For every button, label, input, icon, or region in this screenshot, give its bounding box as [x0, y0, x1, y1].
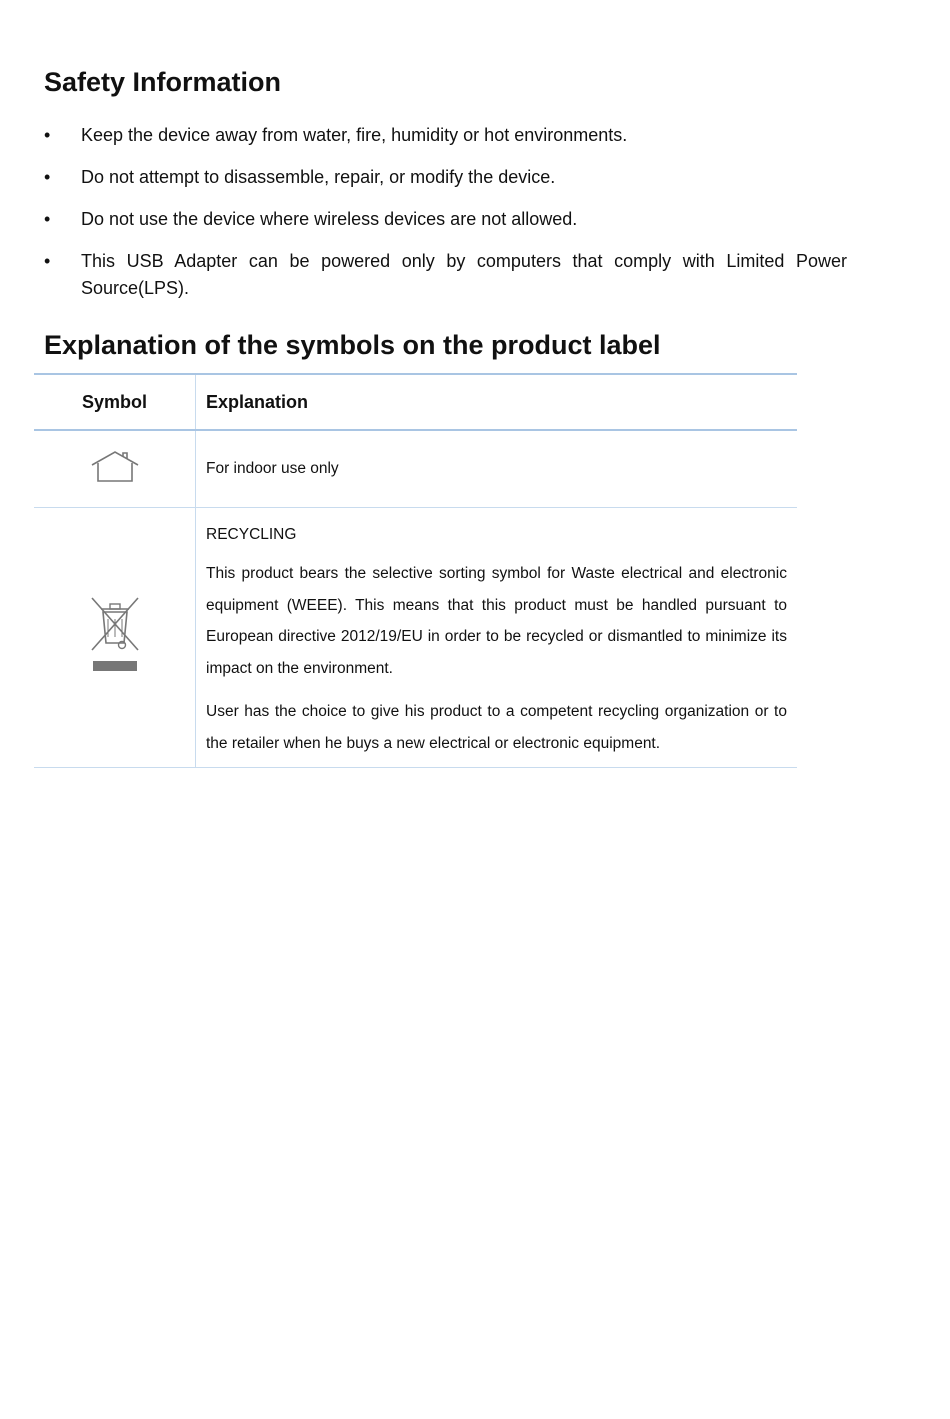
explanation-cell	[196, 430, 798, 508]
safety-item-text: Keep the device away from water, fire, humidity or hot environments.	[81, 125, 628, 145]
bullet-icon: •	[44, 125, 51, 145]
bullet-icon: •	[44, 167, 51, 187]
safety-item-text: This USB Adapter can be powered only by computers that comply with Limited Power Source(LPS).	[81, 251, 847, 298]
safety-heading: Safety Information	[44, 67, 282, 97]
safety-item-text: Do not use the device where wireless devices are not allowed.	[81, 209, 578, 229]
explanation-cell	[196, 508, 798, 768]
safety-item	[44, 206, 847, 233]
house-icon	[89, 450, 141, 489]
safety-item	[44, 164, 847, 191]
safety-item	[44, 122, 847, 149]
weee-crossed-bin-icon	[87, 595, 143, 680]
safety-item	[44, 248, 847, 302]
symbols-table	[34, 373, 797, 768]
symbol-column-header: Symbol	[34, 374, 196, 430]
symbol-cell	[34, 508, 196, 768]
table-row	[34, 508, 797, 768]
recycling-paragraph: This product bears the selective sorting symbol for Waste electrical and electronic equipment (WEEE). This means that this product must be handled pursuant to European directive 2012/19/EU in order to be recycled or dismantled to minimize its impact on the environment.	[206, 565, 787, 677]
recycling-title: RECYCLING	[206, 526, 297, 543]
explanation-column-header: Explanation	[196, 374, 798, 430]
table-row	[34, 430, 797, 508]
indoor-use-text: For indoor use only	[206, 460, 339, 477]
symbols-heading: Explanation of the symbols on the product label	[44, 330, 661, 360]
safety-list	[44, 122, 847, 317]
safety-item-text: Do not attempt to disassemble, repair, or modify the device.	[81, 167, 556, 187]
table-header-row	[34, 374, 797, 430]
bullet-icon: •	[44, 209, 51, 229]
recycling-paragraph: User has the choice to give his product to a competent recycling organization or to the retailer when he buys a new electrical or electronic equipment.	[206, 703, 787, 752]
symbol-cell	[34, 430, 196, 508]
bullet-icon: •	[44, 251, 51, 271]
